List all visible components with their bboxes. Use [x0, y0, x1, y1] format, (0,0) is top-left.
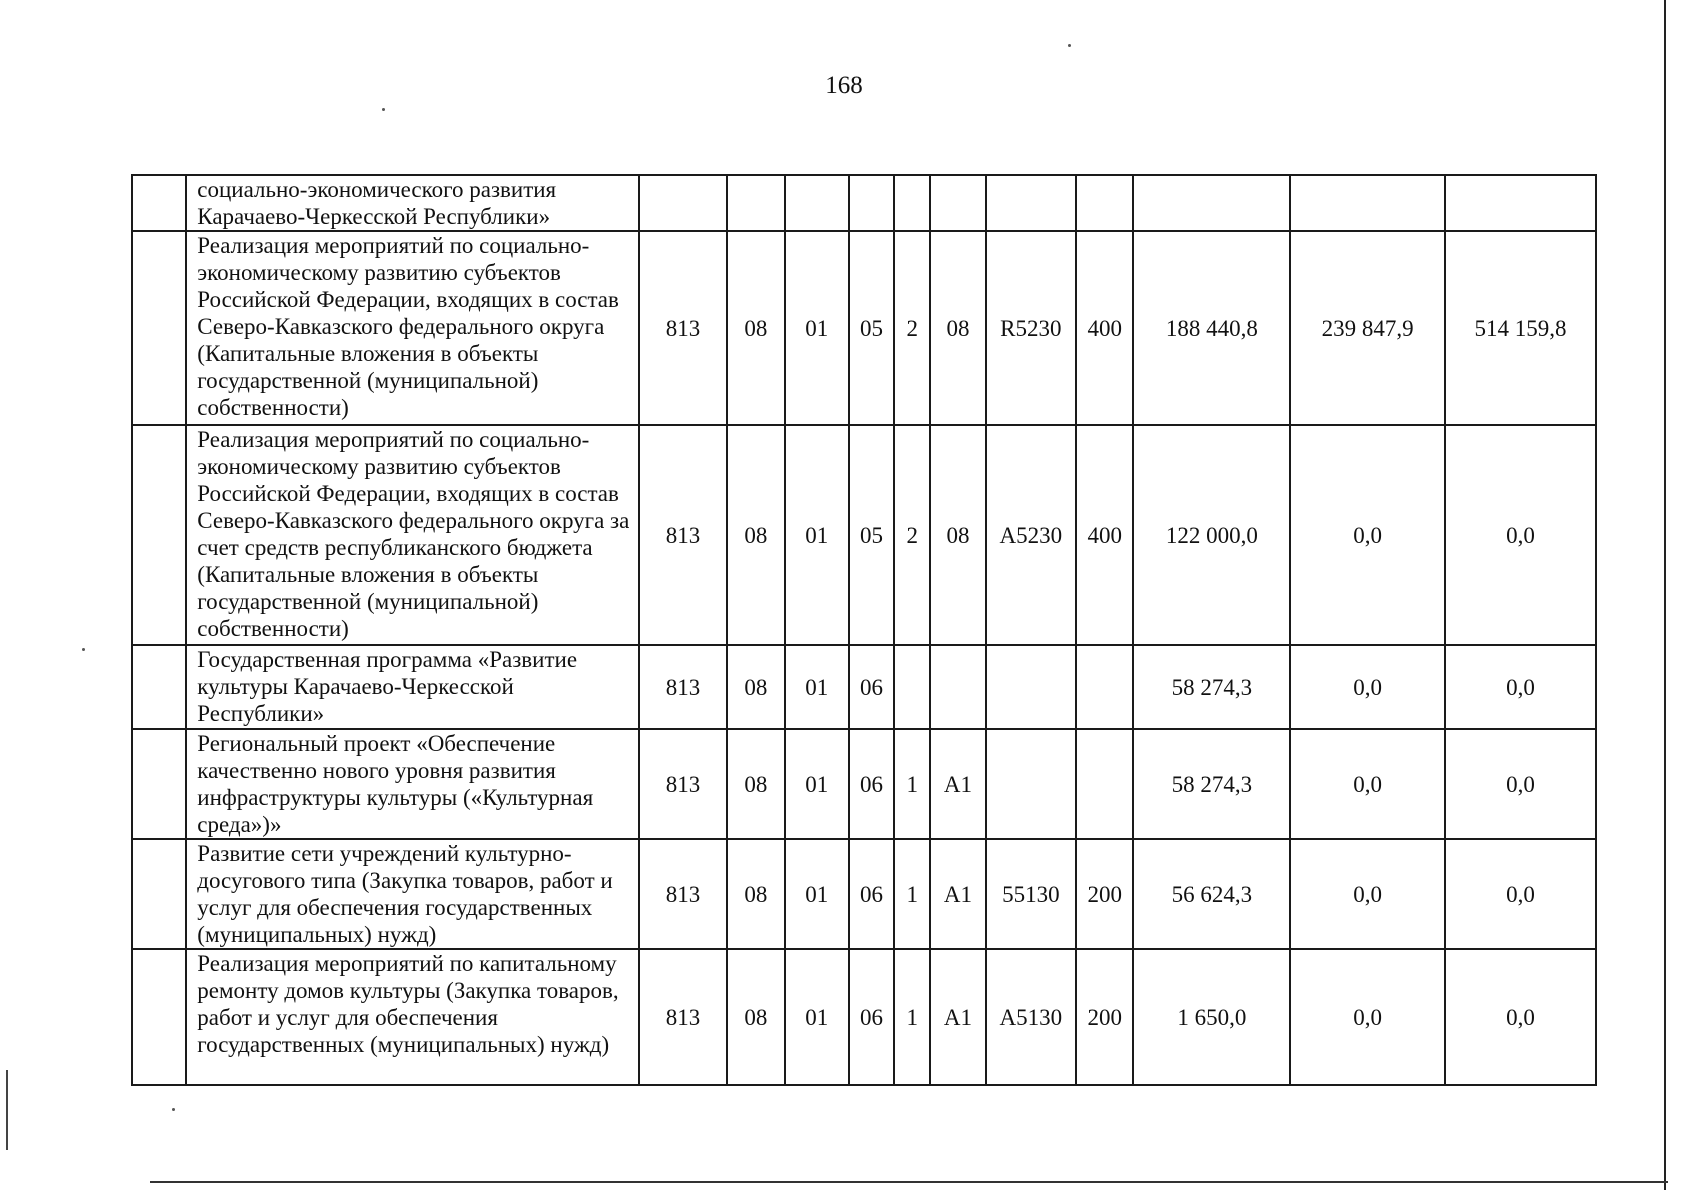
direction-code-cell: R5230: [986, 231, 1076, 425]
program-code-cell: 06: [849, 645, 894, 729]
scan-edge-bottom: [150, 1181, 1668, 1183]
amount-year3-cell: 0,0: [1445, 839, 1596, 949]
project-code-cell: А1: [930, 949, 985, 1085]
subsection-code-cell: 01: [785, 949, 849, 1085]
description-cell: Реализация мероприятий по капитальному ремонту домов культуры (Закупка товаров, работ и услуг для обеспечения государственных (муниципальных) нужд): [186, 949, 638, 1085]
direction-code-cell: 55130: [986, 839, 1076, 949]
project-code-cell: [930, 645, 985, 729]
ministry-code-cell: 813: [639, 949, 727, 1085]
ministry-code-cell: 813: [639, 839, 727, 949]
page-number: 168: [825, 72, 863, 99]
amount-year2-cell: 239 847,9: [1290, 231, 1445, 425]
scan-edge-right: [1664, 0, 1666, 1190]
amount-year3-cell: 0,0: [1445, 729, 1596, 839]
scan-speck: [82, 648, 85, 651]
program-code-cell: 06: [849, 729, 894, 839]
amount-year1-cell: 1 650,0: [1133, 949, 1290, 1085]
direction-code-cell: А5230: [986, 425, 1076, 645]
amount-year3-cell: 0,0: [1445, 425, 1596, 645]
row-number-cell: [132, 949, 186, 1085]
subsection-code-cell: 01: [785, 839, 849, 949]
project-code-cell: 08: [930, 231, 985, 425]
expense-type-cell: 400: [1076, 231, 1133, 425]
table-row: [132, 175, 1596, 231]
table-row: [132, 425, 1596, 645]
subsection-code-cell: 01: [785, 231, 849, 425]
subsection-code-cell: 01: [785, 729, 849, 839]
section-code-cell: 08: [727, 839, 784, 949]
row-number-cell: [132, 425, 186, 645]
subprogram-code-cell: [894, 175, 930, 231]
direction-code-cell: [986, 729, 1076, 839]
row-number-cell: [132, 839, 186, 949]
table-row: [132, 231, 1596, 425]
amount-year1-cell: 122 000,0: [1133, 425, 1290, 645]
project-code-cell: [930, 175, 985, 231]
table-row: [132, 729, 1596, 839]
section-code-cell: 08: [727, 425, 784, 645]
row-number-cell: [132, 231, 186, 425]
table-row: [132, 949, 1596, 1085]
ministry-code-cell: 813: [639, 729, 727, 839]
subsection-code-cell: [785, 175, 849, 231]
subprogram-code-cell: 1: [894, 729, 930, 839]
description-cell: Региональный проект «Обеспечение качественно нового уровня развития инфраструктуры культуры («Культурная среда»)»: [186, 729, 638, 839]
table-row: [132, 839, 1596, 949]
ministry-code-cell: [639, 175, 727, 231]
scan-speck: [172, 1108, 175, 1111]
description-cell: Государственная программа «Развитие культуры Карачаево-Черкесской Республики»: [186, 645, 638, 729]
program-code-cell: [849, 175, 894, 231]
section-code-cell: 08: [727, 231, 784, 425]
expense-type-cell: 200: [1076, 839, 1133, 949]
amount-year1-cell: 188 440,8: [1133, 231, 1290, 425]
amount-year1-cell: 58 274,3: [1133, 729, 1290, 839]
ministry-code-cell: 813: [639, 645, 727, 729]
amount-year3-cell: 0,0: [1445, 645, 1596, 729]
direction-code-cell: [986, 175, 1076, 231]
amount-year3-cell: 514 159,8: [1445, 231, 1596, 425]
amount-year2-cell: 0,0: [1290, 949, 1445, 1085]
project-code-cell: 08: [930, 425, 985, 645]
description-cell: Развитие сети учреждений культурно-досугового типа (Закупка товаров, работ и услуг для обеспечения государственных (муниципальных) нужд): [186, 839, 638, 949]
section-code-cell: 08: [727, 645, 784, 729]
scan-speck: [382, 108, 385, 111]
description-cell: социально-экономического развития Карачаево-Черкесской Республики»: [186, 175, 638, 231]
amount-year1-cell: [1133, 175, 1290, 231]
amount-year1-cell: 58 274,3: [1133, 645, 1290, 729]
project-code-cell: А1: [930, 729, 985, 839]
subprogram-code-cell: [894, 645, 930, 729]
budget-table: [131, 174, 1597, 1086]
subsection-code-cell: 01: [785, 425, 849, 645]
subprogram-code-cell: 1: [894, 839, 930, 949]
amount-year3-cell: 0,0: [1445, 949, 1596, 1085]
program-code-cell: 06: [849, 839, 894, 949]
amount-year2-cell: 0,0: [1290, 729, 1445, 839]
amount-year2-cell: 0,0: [1290, 645, 1445, 729]
ministry-code-cell: 813: [639, 425, 727, 645]
table-row: [132, 645, 1596, 729]
expense-type-cell: [1076, 175, 1133, 231]
section-code-cell: 08: [727, 729, 784, 839]
subprogram-code-cell: 2: [894, 231, 930, 425]
scan-speck: [1068, 44, 1071, 47]
row-number-cell: [132, 175, 186, 231]
subsection-code-cell: 01: [785, 645, 849, 729]
amount-year2-cell: 0,0: [1290, 839, 1445, 949]
table-body: [132, 175, 1596, 1085]
description-cell: Реализация мероприятий по социально-экономическому развитию субъектов Российской Федерации, входящих в состав Северо-Кавказского федерального округа (Капитальные вложения в объекты государственной (муниципальной) собственности): [186, 231, 638, 425]
description-cell: Реализация мероприятий по социально-экономическому развитию субъектов Российской Федерации, входящих в состав Северо-Кавказского федерального округа за счет средств республиканского бюджета (Капитальные вложения в объекты государственной (муниципальной) собственности): [186, 425, 638, 645]
amount-year2-cell: 0,0: [1290, 425, 1445, 645]
subprogram-code-cell: 1: [894, 949, 930, 1085]
expense-type-cell: 400: [1076, 425, 1133, 645]
subprogram-code-cell: 2: [894, 425, 930, 645]
direction-code-cell: А5130: [986, 949, 1076, 1085]
project-code-cell: А1: [930, 839, 985, 949]
row-number-cell: [132, 645, 186, 729]
program-code-cell: 05: [849, 425, 894, 645]
ministry-code-cell: 813: [639, 231, 727, 425]
section-code-cell: 08: [727, 949, 784, 1085]
amount-year3-cell: [1445, 175, 1596, 231]
program-code-cell: 05: [849, 231, 894, 425]
direction-code-cell: [986, 645, 1076, 729]
row-number-cell: [132, 729, 186, 839]
section-code-cell: [727, 175, 784, 231]
amount-year2-cell: [1290, 175, 1445, 231]
expense-type-cell: [1076, 729, 1133, 839]
expense-type-cell: 200: [1076, 949, 1133, 1085]
program-code-cell: 06: [849, 949, 894, 1085]
amount-year1-cell: 56 624,3: [1133, 839, 1290, 949]
scan-edge-left: [6, 1070, 8, 1150]
expense-type-cell: [1076, 645, 1133, 729]
